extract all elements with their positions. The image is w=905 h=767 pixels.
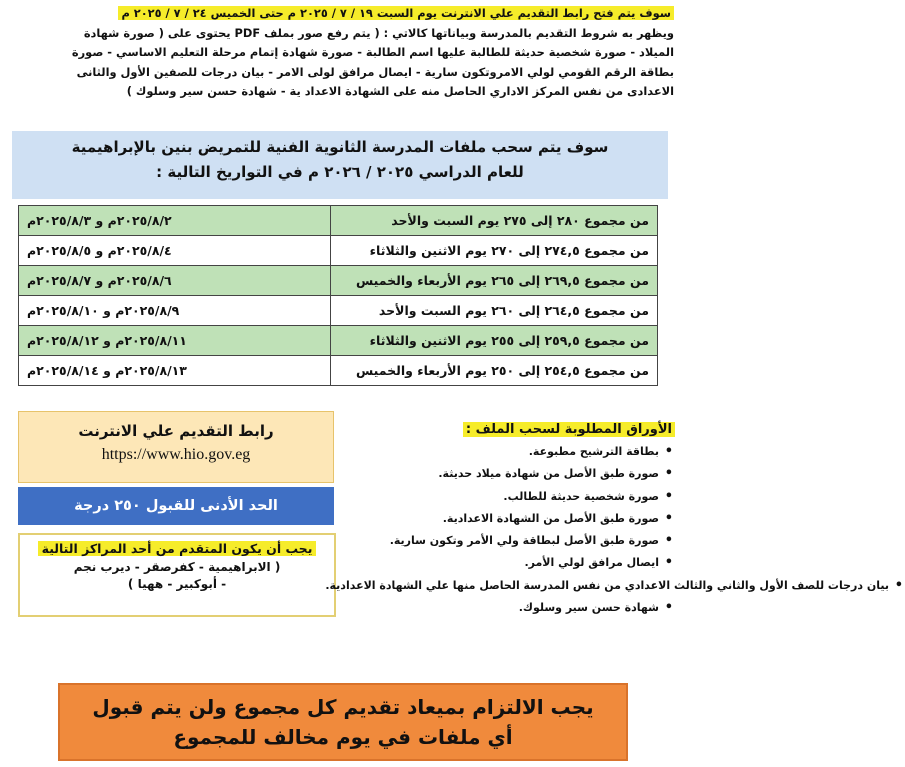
eligible-centers-box [18, 533, 336, 617]
table-row [19, 266, 658, 296]
list-item: • صورة شخصية حديثة للطالب. [350, 486, 675, 508]
dates-cell: ٢٠٢٥/٨/٤م و ٢٠٢٥/٨/٥م [19, 236, 331, 266]
papers-title: الأوراق المطلوبة لسحب الملف : [463, 422, 675, 437]
intro-line-3: بطاقة الرقم القومي لولي الامروتكون سارية - ايصال مرافق لولى الامر - بيان درجات للصفين الأول والثانى [76, 64, 674, 79]
application-link-box [18, 411, 334, 483]
dates-cell: ٢٠٢٥/٨/٩م و ٢٠٢٥/٨/١٠م [19, 296, 331, 326]
score-range-cell: من مجموع ٢٥٩,٥ إلى ٢٥٥ يوم الاثنين والثلاثاء [331, 326, 658, 356]
table-row [19, 206, 658, 236]
intro-line-4: الاعدادى من نفس المركز الاداري الحاصل منه على الشهادة الاعداد ية - شهادة حسن سير وسلوك ) [126, 84, 674, 98]
centers-line-1: ( الابراهيمية - كفرصقر - ديرب نجم [73, 560, 281, 574]
minimum-score-box: الحد الأدنى للقبول ٢٥٠ درجة [18, 487, 334, 525]
link-title: رابط التقديم علي الانترنت [78, 422, 274, 440]
table-row [19, 326, 658, 356]
score-range-cell: من مجموع ٢٧٤,٥ إلى ٢٧٠ يوم الاثنين والثلاثاء [331, 236, 658, 266]
intro-line-1: ويظهر به شروط التقديم بالمدرسة وبياناتها كالاتي : ( يتم رفع صور بملف PDF يحتوى على ( صورة شهادة [83, 25, 674, 40]
required-papers [325, 418, 889, 619]
list-item: • صورة طبق الأصل لبطاقة ولي الأمر وتكون سارية. [350, 530, 675, 552]
table-row [19, 296, 658, 326]
table-row [19, 236, 658, 266]
warning-line-1: يجب الالتزام بميعاد تقديم كل مجموع ولن يتم قبول [92, 695, 594, 719]
banner-line-2: للعام الدراسي ٢٠٢٥ / ٢٠٢٦ م في التواريخ التالية : [156, 163, 524, 181]
list-item: • بيان درجات للصف الأول والثاني والثالث الاعدادي من نفس المدرسة الحاصل منها علي الشهادة الاعدادية. [350, 575, 905, 597]
dates-cell: ٢٠٢٥/٨/١٣م و ٢٠٢٥/٨/١٤م [19, 356, 331, 386]
score-range-cell: من مجموع ٢٨٠ إلى ٢٧٥ يوم السبت والأحد [331, 206, 658, 236]
application-dates-headline: سوف يتم فتح رابط التقديم علي الانترنت يوم السبت ١٩ / ٧ / ٢٠٢٥ م حتى الخميس ٢٤ / ٧ / ٢٠٢٥ م [118, 6, 674, 20]
score-range-cell: من مجموع ٢٦٤,٥ إلى ٢٦٠ يوم السبت والأحد [331, 296, 658, 326]
papers-list [325, 441, 889, 619]
score-range-cell: من مجموع ٢٦٩,٥ إلى ٢٦٥ يوم الأربعاء والخميس [331, 266, 658, 296]
intro-paragraph [6, 4, 674, 102]
intro-line-2: الميلاد - صورة شخصية حديثة للطالبة عليها اسم الطالبة - صورة شهادة إتمام مرحلة التعليم الاساسي - صورة [71, 45, 674, 59]
list-item: • ايصال مرافق لولي الأمر. [350, 552, 675, 574]
list-item: • شهادة حسن سير وسلوك. [350, 597, 675, 619]
warning-line-2: أي ملفات في يوم مخالف للمجموع [173, 725, 513, 749]
list-item: • صورة طبق الأصل من الشهادة الاعدادية. [350, 508, 675, 530]
banner-line-1: سوف يتم سحب ملفات المدرسة الثانوية الفنية للتمريض بنين بالإبراهيمية [71, 138, 609, 156]
list-item: • صورة طبق الأصل من شهادة ميلاد حديثة. [350, 463, 675, 485]
dates-cell: ٢٠٢٥/٨/٢م و ٢٠٢٥/٨/٣م [19, 206, 331, 236]
schedule-banner [12, 131, 668, 199]
centers-line-2: - أبوكبير - ههيا ) [127, 577, 227, 591]
dates-cell: ٢٠٢٥/٨/١١م و ٢٠٢٥/٨/١٢م [19, 326, 331, 356]
table-row [19, 356, 658, 386]
score-range-cell: من مجموع ٢٥٤,٥ إلى ٢٥٠ يوم الأربعاء والخميس [331, 356, 658, 386]
centers-title: يجب أن يكون المتقدم من أحد المراكز التالية [38, 541, 317, 556]
schedule-table [18, 205, 658, 386]
application-url-link[interactable]: https://www.hio.gov.eg [101, 446, 251, 463]
list-item: • بطاقة الترشيح مطبوعة. [350, 441, 675, 463]
dates-cell: ٢٠٢٥/٨/٦م و ٢٠٢٥/٨/٧م [19, 266, 331, 296]
deadline-warning [58, 683, 628, 761]
